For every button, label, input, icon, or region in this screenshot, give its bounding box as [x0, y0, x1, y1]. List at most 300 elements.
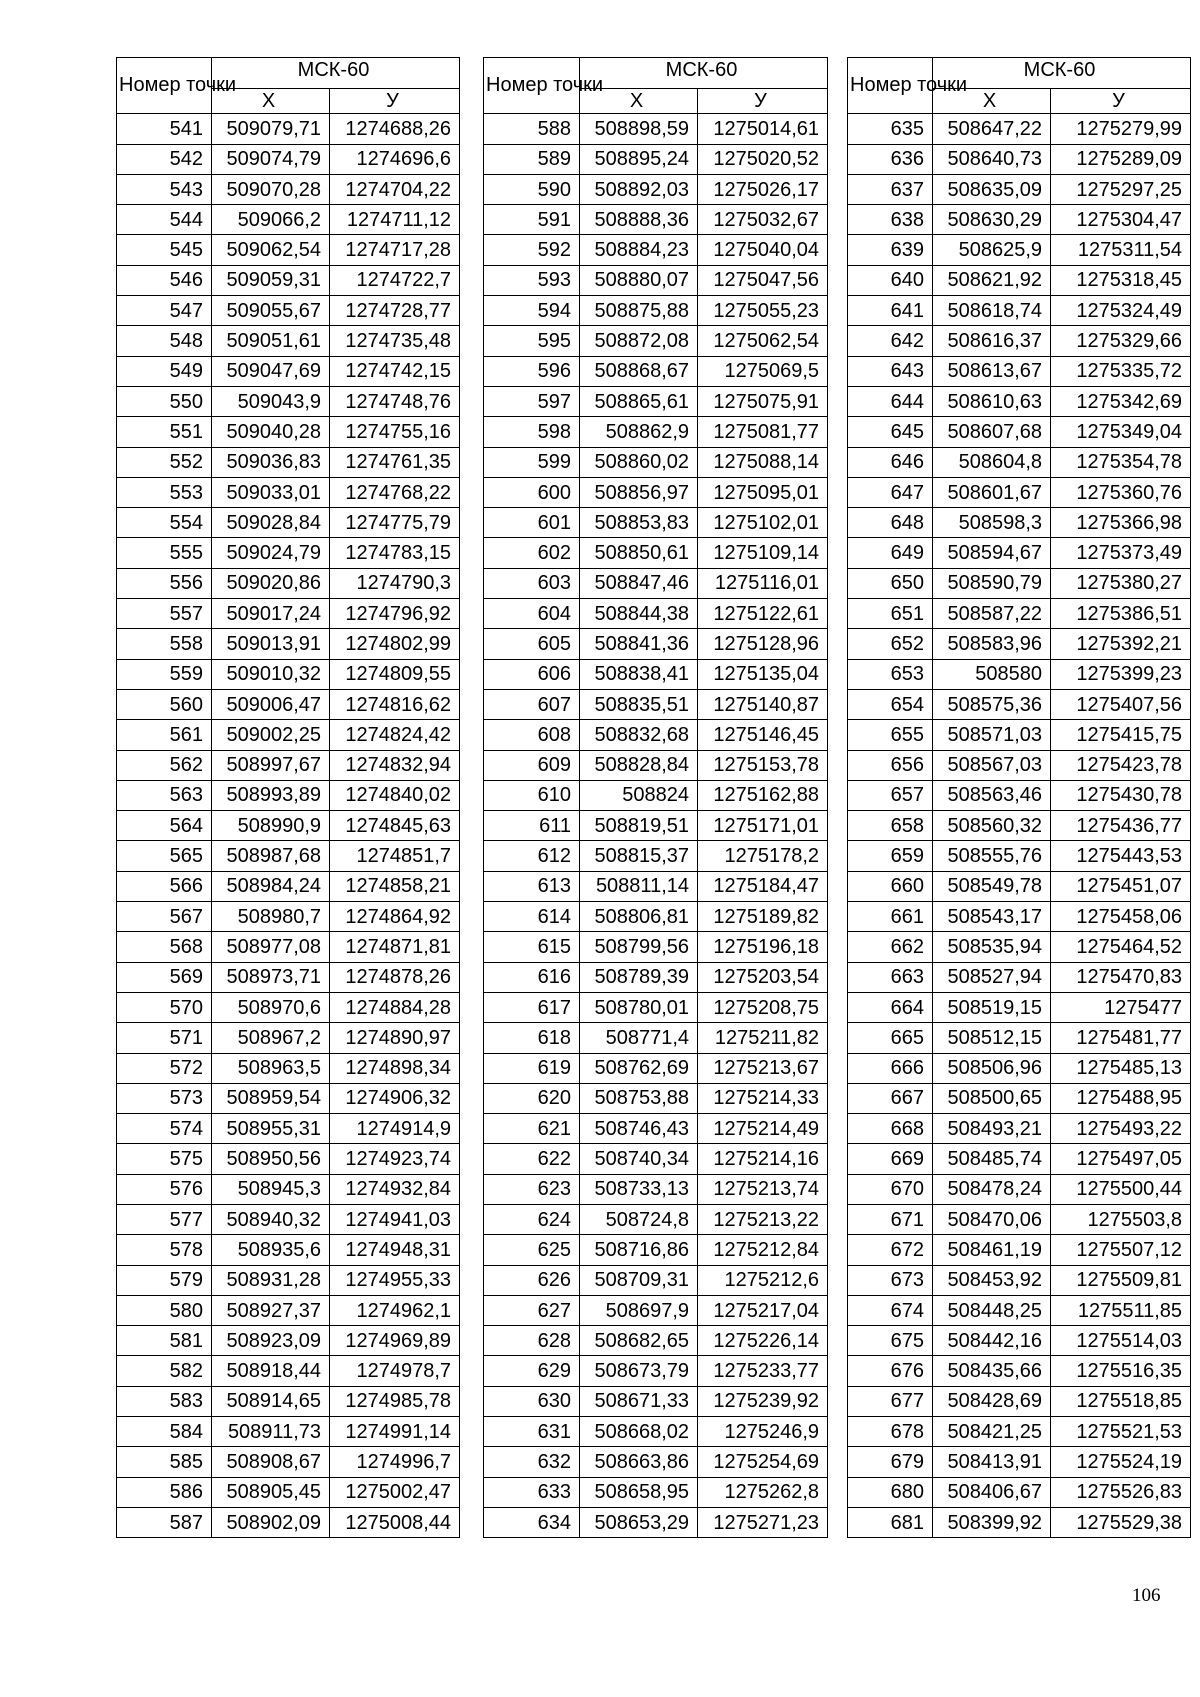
table-row	[848, 932, 1191, 962]
table-row	[484, 1053, 828, 1083]
point-number-cell: 657	[848, 780, 933, 810]
table-row	[117, 1265, 460, 1295]
x-cell: 508959,54	[212, 1083, 330, 1113]
table-row	[484, 780, 828, 810]
x-cell: 508955,31	[212, 1114, 330, 1144]
point-number-cell: 665	[848, 1023, 933, 1053]
table-row	[117, 144, 460, 174]
table-row	[484, 1023, 828, 1053]
point-number-cell: 646	[848, 447, 933, 477]
x-cell: 509028,84	[212, 508, 330, 538]
table-row	[848, 235, 1191, 265]
y-cell: 1275485,13	[1051, 1053, 1191, 1083]
x-cell: 508884,23	[580, 235, 698, 265]
table-row	[848, 720, 1191, 750]
point-number-cell: 594	[484, 296, 580, 326]
x-cell: 508618,74	[933, 296, 1051, 326]
y-cell: 1275178,2	[698, 841, 828, 871]
table-row	[117, 568, 460, 598]
x-cell: 508613,67	[933, 356, 1051, 386]
table-row	[848, 356, 1191, 386]
y-cell: 1274851,7	[330, 841, 460, 871]
table-row	[117, 659, 460, 689]
table-row	[848, 1174, 1191, 1204]
table-row	[848, 1447, 1191, 1477]
point-number-cell: 544	[117, 205, 212, 235]
y-cell: 1274948,31	[330, 1235, 460, 1265]
point-number-cell: 577	[117, 1204, 212, 1234]
y-cell: 1275407,56	[1051, 689, 1191, 719]
table-row	[117, 902, 460, 932]
point-number-cell: 597	[484, 386, 580, 416]
point-number-cell: 556	[117, 568, 212, 598]
point-number-cell: 664	[848, 992, 933, 1022]
x-cell: 508844,38	[580, 599, 698, 629]
point-number-cell: 675	[848, 1326, 933, 1356]
y-cell: 1274845,63	[330, 811, 460, 841]
x-cell: 508621,92	[933, 265, 1051, 295]
table-row	[484, 447, 828, 477]
table-row	[848, 144, 1191, 174]
x-cell: 508470,06	[933, 1204, 1051, 1234]
x-cell: 508478,24	[933, 1174, 1051, 1204]
point-number-cell: 571	[117, 1023, 212, 1053]
point-number-cell: 633	[484, 1477, 580, 1507]
x-cell: 508993,89	[212, 780, 330, 810]
x-cell: 508838,41	[580, 659, 698, 689]
point-number-cell: 668	[848, 1114, 933, 1144]
x-cell: 508762,69	[580, 1053, 698, 1083]
y-cell: 1275014,61	[698, 114, 828, 144]
y-cell: 1275153,78	[698, 750, 828, 780]
table-row	[484, 1144, 828, 1174]
y-cell: 1275208,75	[698, 992, 828, 1022]
table-row	[484, 932, 828, 962]
x-cell: 508604,8	[933, 447, 1051, 477]
point-number-cell: 666	[848, 1053, 933, 1083]
table-row	[848, 1144, 1191, 1174]
y-cell: 1275196,18	[698, 932, 828, 962]
table-row	[484, 1083, 828, 1113]
table-row	[484, 508, 828, 538]
point-number-cell: 578	[117, 1235, 212, 1265]
point-number-cell: 612	[484, 841, 580, 871]
point-number-cell: 569	[117, 962, 212, 992]
table-row	[848, 1204, 1191, 1234]
table-body	[848, 114, 1191, 1538]
x-cell: 508908,67	[212, 1447, 330, 1477]
y-cell: 1275524,19	[1051, 1447, 1191, 1477]
point-number-cell: 574	[117, 1114, 212, 1144]
header-point-number: Номер точки	[848, 58, 933, 114]
table-row	[848, 629, 1191, 659]
table-row	[484, 1477, 828, 1507]
x-cell: 508500,65	[933, 1083, 1051, 1113]
table-row	[484, 1295, 828, 1325]
header-coordinate-system: МСК-60	[933, 58, 1191, 89]
y-cell: 1274996,7	[330, 1447, 460, 1477]
x-cell: 508935,6	[212, 1235, 330, 1265]
y-cell: 1275184,47	[698, 871, 828, 901]
table-row	[848, 205, 1191, 235]
y-cell: 1275026,17	[698, 174, 828, 204]
y-cell: 1274735,48	[330, 326, 460, 356]
table-row	[484, 720, 828, 750]
point-number-cell: 658	[848, 811, 933, 841]
point-number-cell: 618	[484, 1023, 580, 1053]
table-row	[484, 265, 828, 295]
table-row	[484, 1507, 828, 1537]
point-number-cell: 592	[484, 235, 580, 265]
y-cell: 1275423,78	[1051, 750, 1191, 780]
point-number-cell: 599	[484, 447, 580, 477]
point-number-cell: 673	[848, 1265, 933, 1295]
table-row	[117, 811, 460, 841]
table-row	[848, 689, 1191, 719]
point-number-cell: 589	[484, 144, 580, 174]
table-row	[848, 1053, 1191, 1083]
x-cell: 509020,86	[212, 568, 330, 598]
point-number-cell: 582	[117, 1356, 212, 1386]
table-row	[848, 477, 1191, 507]
x-cell: 509074,79	[212, 144, 330, 174]
point-number-cell: 585	[117, 1447, 212, 1477]
x-cell: 508448,25	[933, 1295, 1051, 1325]
y-cell: 1274898,34	[330, 1053, 460, 1083]
point-number-cell: 656	[848, 750, 933, 780]
point-number-cell: 610	[484, 780, 580, 810]
y-cell: 1275171,01	[698, 811, 828, 841]
y-cell: 1274878,26	[330, 962, 460, 992]
point-number-cell: 543	[117, 174, 212, 204]
y-cell: 1274884,28	[330, 992, 460, 1022]
y-cell: 1275497,05	[1051, 1144, 1191, 1174]
point-number-cell: 606	[484, 659, 580, 689]
y-cell: 1275366,98	[1051, 508, 1191, 538]
y-cell: 1275386,51	[1051, 599, 1191, 629]
point-number-cell: 558	[117, 629, 212, 659]
header-x: Х	[212, 89, 330, 114]
y-cell: 1274969,89	[330, 1326, 460, 1356]
x-cell: 508640,73	[933, 144, 1051, 174]
y-cell: 1275213,74	[698, 1174, 828, 1204]
table-row	[117, 750, 460, 780]
y-cell: 1275262,8	[698, 1477, 828, 1507]
table-row	[484, 114, 828, 144]
point-number-cell: 566	[117, 871, 212, 901]
y-cell: 1275493,22	[1051, 1114, 1191, 1144]
x-cell: 508824	[580, 780, 698, 810]
point-number-cell: 555	[117, 538, 212, 568]
x-cell: 508724,8	[580, 1204, 698, 1234]
point-number-cell: 621	[484, 1114, 580, 1144]
point-number-cell: 553	[117, 477, 212, 507]
table-row	[848, 265, 1191, 295]
table-row	[117, 871, 460, 901]
x-cell: 508583,96	[933, 629, 1051, 659]
x-cell: 508880,07	[580, 265, 698, 295]
point-number-cell: 591	[484, 205, 580, 235]
y-cell: 1274755,16	[330, 417, 460, 447]
point-number-cell: 584	[117, 1417, 212, 1447]
y-cell: 1274978,7	[330, 1356, 460, 1386]
y-cell: 1274790,3	[330, 568, 460, 598]
y-cell: 1274802,99	[330, 629, 460, 659]
x-cell: 509066,2	[212, 205, 330, 235]
y-cell: 1274696,6	[330, 144, 460, 174]
x-cell: 508493,21	[933, 1114, 1051, 1144]
y-cell: 1275399,23	[1051, 659, 1191, 689]
point-number-cell: 670	[848, 1174, 933, 1204]
y-cell: 1275349,04	[1051, 417, 1191, 447]
x-cell: 509036,83	[212, 447, 330, 477]
point-number-cell: 659	[848, 841, 933, 871]
y-cell: 1275109,14	[698, 538, 828, 568]
x-cell: 508671,33	[580, 1386, 698, 1416]
table-row	[484, 629, 828, 659]
y-cell: 1275430,78	[1051, 780, 1191, 810]
y-cell: 1275511,85	[1051, 1295, 1191, 1325]
x-cell: 508607,68	[933, 417, 1051, 447]
table-row	[484, 841, 828, 871]
x-cell: 508902,09	[212, 1507, 330, 1537]
y-cell: 1274688,26	[330, 114, 460, 144]
x-cell: 509002,25	[212, 720, 330, 750]
x-cell: 509051,61	[212, 326, 330, 356]
y-cell: 1275271,23	[698, 1507, 828, 1537]
point-number-cell: 546	[117, 265, 212, 295]
table-row	[117, 689, 460, 719]
x-cell: 508555,76	[933, 841, 1051, 871]
point-number-cell: 651	[848, 599, 933, 629]
x-cell: 508931,28	[212, 1265, 330, 1295]
point-number-cell: 614	[484, 902, 580, 932]
x-cell: 508918,44	[212, 1356, 330, 1386]
point-number-cell: 660	[848, 871, 933, 901]
x-cell: 508789,39	[580, 962, 698, 992]
x-cell: 508575,36	[933, 689, 1051, 719]
table-row	[484, 477, 828, 507]
point-number-cell: 560	[117, 689, 212, 719]
y-cell: 1274796,92	[330, 599, 460, 629]
point-number-cell: 676	[848, 1356, 933, 1386]
x-cell: 508716,86	[580, 1235, 698, 1265]
y-cell: 1275075,91	[698, 386, 828, 416]
x-cell: 508970,6	[212, 992, 330, 1022]
coordinates-table-1	[116, 57, 460, 1538]
table-row	[848, 1023, 1191, 1053]
y-cell: 1274824,42	[330, 720, 460, 750]
point-number-cell: 604	[484, 599, 580, 629]
table-row	[848, 871, 1191, 901]
x-cell: 508428,69	[933, 1386, 1051, 1416]
x-cell: 508771,4	[580, 1023, 698, 1053]
y-cell: 1275062,54	[698, 326, 828, 356]
x-cell: 508594,67	[933, 538, 1051, 568]
y-cell: 1275470,83	[1051, 962, 1191, 992]
x-cell: 508865,61	[580, 386, 698, 416]
point-number-cell: 653	[848, 659, 933, 689]
point-number-cell: 636	[848, 144, 933, 174]
point-number-cell: 568	[117, 932, 212, 962]
table-row	[848, 386, 1191, 416]
point-number-cell: 630	[484, 1386, 580, 1416]
point-number-cell: 619	[484, 1053, 580, 1083]
point-number-cell: 663	[848, 962, 933, 992]
table-row	[484, 1326, 828, 1356]
x-cell: 508872,08	[580, 326, 698, 356]
y-cell: 1275213,67	[698, 1053, 828, 1083]
x-cell: 509079,71	[212, 114, 330, 144]
point-number-cell: 626	[484, 1265, 580, 1295]
x-cell: 508853,83	[580, 508, 698, 538]
header-point-number: Номер точки	[117, 58, 212, 114]
y-cell: 1275055,23	[698, 296, 828, 326]
point-number-cell: 622	[484, 1144, 580, 1174]
table-row	[848, 568, 1191, 598]
x-cell: 508860,02	[580, 447, 698, 477]
y-cell: 1274816,62	[330, 689, 460, 719]
y-cell: 1275360,76	[1051, 477, 1191, 507]
table-row	[117, 1174, 460, 1204]
y-cell: 1275329,66	[1051, 326, 1191, 356]
table-row	[484, 599, 828, 629]
x-cell: 508905,45	[212, 1477, 330, 1507]
y-cell: 1274871,81	[330, 932, 460, 962]
point-number-cell: 595	[484, 326, 580, 356]
table-row	[484, 386, 828, 416]
x-cell: 508997,67	[212, 750, 330, 780]
point-number-cell: 602	[484, 538, 580, 568]
point-number-cell: 607	[484, 689, 580, 719]
x-cell: 508990,9	[212, 811, 330, 841]
header-coordinate-system: МСК-60	[212, 58, 460, 89]
y-cell: 1274832,94	[330, 750, 460, 780]
point-number-cell: 575	[117, 1144, 212, 1174]
x-cell: 508601,67	[933, 477, 1051, 507]
point-number-cell: 605	[484, 629, 580, 659]
y-cell: 1274809,55	[330, 659, 460, 689]
x-cell: 508587,22	[933, 599, 1051, 629]
x-cell: 508973,71	[212, 962, 330, 992]
x-cell: 508850,61	[580, 538, 698, 568]
x-cell: 508950,56	[212, 1144, 330, 1174]
table-row	[117, 1114, 460, 1144]
table-row	[117, 326, 460, 356]
x-cell: 508868,67	[580, 356, 698, 386]
point-number-cell: 677	[848, 1386, 933, 1416]
point-number-cell: 547	[117, 296, 212, 326]
point-number-cell: 611	[484, 811, 580, 841]
table-row	[848, 992, 1191, 1022]
y-cell: 1275146,45	[698, 720, 828, 750]
y-cell: 1275214,49	[698, 1114, 828, 1144]
x-cell: 508461,19	[933, 1235, 1051, 1265]
point-number-cell: 593	[484, 265, 580, 295]
y-cell: 1275140,87	[698, 689, 828, 719]
point-number-cell: 600	[484, 477, 580, 507]
table-row	[117, 356, 460, 386]
point-number-cell: 550	[117, 386, 212, 416]
x-cell: 508668,02	[580, 1417, 698, 1447]
x-cell: 508598,3	[933, 508, 1051, 538]
point-number-cell: 586	[117, 1477, 212, 1507]
x-cell: 509006,47	[212, 689, 330, 719]
y-cell: 1275289,09	[1051, 144, 1191, 174]
point-number-cell: 678	[848, 1417, 933, 1447]
point-number-cell: 640	[848, 265, 933, 295]
y-cell: 1275233,77	[698, 1356, 828, 1386]
y-cell: 1275122,61	[698, 599, 828, 629]
x-cell: 509043,9	[212, 386, 330, 416]
table-row	[117, 1204, 460, 1234]
y-cell: 1274742,15	[330, 356, 460, 386]
point-number-cell: 662	[848, 932, 933, 962]
point-number-cell: 557	[117, 599, 212, 629]
table-row	[848, 508, 1191, 538]
table-row	[117, 447, 460, 477]
header-y: У	[1051, 89, 1191, 114]
table-row	[848, 750, 1191, 780]
x-cell: 508625,9	[933, 235, 1051, 265]
y-cell: 1275135,04	[698, 659, 828, 689]
table-row	[117, 296, 460, 326]
y-cell: 1275214,33	[698, 1083, 828, 1113]
y-cell: 1275279,99	[1051, 114, 1191, 144]
header-point-number: Номер точки	[484, 58, 580, 114]
point-number-cell: 613	[484, 871, 580, 901]
y-cell: 1274955,33	[330, 1265, 460, 1295]
y-cell: 1274923,74	[330, 1144, 460, 1174]
table-row	[117, 1235, 460, 1265]
y-cell: 1275254,69	[698, 1447, 828, 1477]
table-row	[848, 1295, 1191, 1325]
y-cell: 1274991,14	[330, 1417, 460, 1447]
header-coordinate-system: МСК-60	[580, 58, 828, 89]
y-cell: 1275354,78	[1051, 447, 1191, 477]
x-cell: 508740,34	[580, 1144, 698, 1174]
x-cell: 508647,22	[933, 114, 1051, 144]
y-cell: 1275503,8	[1051, 1204, 1191, 1234]
y-cell: 1274962,1	[330, 1295, 460, 1325]
point-number-cell: 623	[484, 1174, 580, 1204]
table-row	[848, 1417, 1191, 1447]
table-row	[484, 1356, 828, 1386]
point-number-cell: 641	[848, 296, 933, 326]
table-row	[484, 417, 828, 447]
x-cell: 508819,51	[580, 811, 698, 841]
table-row	[117, 1326, 460, 1356]
x-cell: 508682,65	[580, 1326, 698, 1356]
x-cell: 508780,01	[580, 992, 698, 1022]
x-cell: 508442,16	[933, 1326, 1051, 1356]
point-number-cell: 559	[117, 659, 212, 689]
y-cell: 1275518,85	[1051, 1386, 1191, 1416]
y-cell: 1274840,02	[330, 780, 460, 810]
y-cell: 1274985,78	[330, 1386, 460, 1416]
y-cell: 1275040,04	[698, 235, 828, 265]
point-number-cell: 649	[848, 538, 933, 568]
page-number: 106	[1132, 1585, 1161, 1606]
point-number-cell: 541	[117, 114, 212, 144]
table-body	[117, 114, 460, 1538]
table-row	[848, 1265, 1191, 1295]
y-cell: 1275392,21	[1051, 629, 1191, 659]
point-number-cell: 634	[484, 1507, 580, 1537]
y-cell: 1274890,97	[330, 1023, 460, 1053]
table-row	[848, 296, 1191, 326]
y-cell: 1275488,95	[1051, 1083, 1191, 1113]
